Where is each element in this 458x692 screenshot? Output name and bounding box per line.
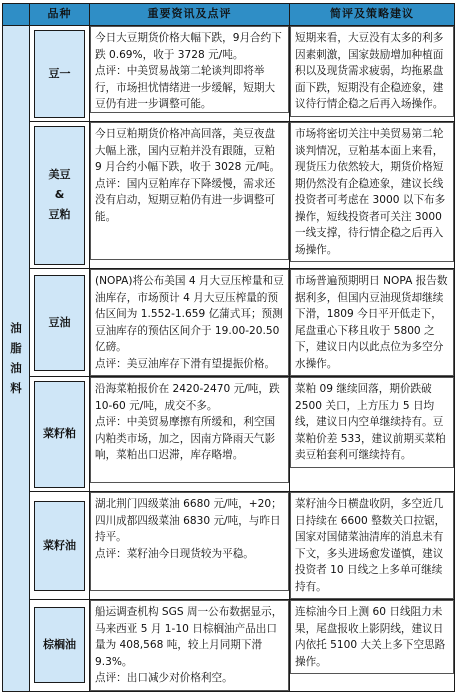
table-header [3, 4, 455, 26]
advice-box: 市场将密切关注中美贸易第二轮谈判情况，豆粕基本面上来看，现货压力依然较大，期货价格短期仍然没有企稳迹象，建议长线投资者可考虑在 3000 以下布多操作，短线投资者可关注 3000 一线支撑，待行情企稳之后再入场操作。 [290, 122, 454, 262]
table-row [3, 26, 455, 122]
info-cell [90, 269, 290, 377]
advice-box: 短期来看，大豆没有太多的利多因素刺激，国家鼓励增加种植面积以及现货需求疲弱，均拖累盘面下跌，短期没有企稳迹象，建议待行情企稳之后再入场操作。 [290, 26, 454, 117]
advice-cell [290, 26, 455, 122]
advice-cell [290, 269, 455, 377]
header-variety: 品种 [30, 4, 90, 26]
variety-label: 豆油 [34, 275, 85, 371]
variety-cell [30, 492, 90, 600]
category-cell [3, 26, 30, 692]
variety-label: 美豆 & 豆粕 [34, 126, 85, 265]
table-row [3, 269, 455, 377]
info-box [90, 26, 289, 113]
info-cell [90, 600, 290, 692]
info-box [90, 122, 289, 260]
advice-cell [290, 600, 455, 692]
table-row [3, 122, 455, 269]
info-cell [90, 492, 290, 600]
advice-cell [290, 492, 455, 600]
table-row [3, 492, 455, 600]
header-category [3, 4, 30, 26]
header-advice: 简评及策略建议 [290, 4, 455, 26]
variety-label: 豆一 [34, 30, 85, 118]
info-comment: 点评：出口减少对价格利空。 [95, 672, 233, 684]
info-news: 今日大豆期货价格大幅下跌，9月合约下跌 0.69%，收于 3728 元/吨。 [95, 32, 282, 61]
variety-cell [30, 377, 90, 492]
info-box [90, 377, 289, 483]
info-cell [90, 377, 290, 492]
table-row [3, 600, 455, 692]
variety-label: 菜籽油 [34, 501, 85, 591]
variety-cell [30, 269, 90, 377]
info-news: (NOPA)将公布美国 4 月大豆压榨量和豆油库存，市场预计 4 月大豆压榨量的预估区间为 1.552-1.659 亿蒲式耳；预测豆油库存的预估区间介于 19.00-20.50 亿磅。 [95, 275, 284, 353]
info-cell [90, 26, 290, 122]
advice-box: 菜粕 09 继续回落，期价跌破 2500 关口，上方压力 5 日均线，建议日内空单继续持有。豆菜粕价差 533，建议前期买菜粕卖豆粕套利可继续持有。 [290, 377, 454, 468]
info-news: 湖北荆门四级菜油 6680 元/吨，+20；四川成都四级菜油 6830 元/吨，与昨日持平。 [95, 498, 282, 543]
variety-cell [30, 122, 90, 269]
info-box [90, 600, 289, 691]
report-table [2, 3, 455, 692]
variety-label: 菜籽粕 [34, 381, 85, 488]
table-row [3, 377, 455, 492]
advice-box: 市场普遍预期明日 NOPA 报告数据利多，但国内豆油现货却继续下滑，1809 今日平开低走下，尾盘重心下移且收于 5800 之下，建议日内以此点位为多空分水操作。 [290, 269, 454, 376]
info-cell [90, 122, 290, 269]
variety-label: 棕榈油 [34, 607, 85, 683]
advice-cell [290, 377, 455, 492]
info-news: 沿海菜粕报价在 2420-2470 元/吨，跌 10-60 元/吨，成交不多。 [95, 383, 280, 412]
info-comment: 点评：菜籽油今日现货较为平稳。 [95, 547, 254, 560]
category-label: 油脂油料 [10, 321, 22, 396]
info-comment: 点评：中美贸易摩擦有所缓和，利空国内粕类市场，加之，因南方降雨天气影响，菜粕出口迟滞，库存略增。 [95, 416, 276, 461]
variety-cell [30, 600, 90, 692]
info-comment: 点评：国内豆粕库存下降缓慢，需求还没有启动，短期豆粕仍有进一步调整可能。 [95, 177, 276, 223]
advice-box: 菜籽油今日横盘收阴，多空近几日持续在 6600 整数关口拉锯，国家对国储菜油清库的消息未有下文，多头进场愈发谨慎，建议投资者 10 日线之上多单可继续持有。 [290, 492, 454, 599]
info-comment: 点评：中美贸易战第二轮谈判即将举行，市场担忧情绪进一步缓解，短期大豆仍有进一步调整可能。 [95, 65, 276, 110]
info-box [90, 492, 289, 591]
variety-cell [30, 26, 90, 122]
info-news: 船运调查机构 SGS 周一公布数据显示，马来西亚 5 月 1-10 日棕榈油产品出口量为 408,568 吨，较上月同期下滑 9.3%。 [95, 606, 283, 668]
header-info: 重要资讯及点评 [90, 4, 290, 26]
info-box [90, 269, 289, 376]
info-comment: 点评：美豆油库存下滑有望提振价格。 [95, 357, 276, 370]
info-news: 今日豆粕期货价格冲高回落，美豆夜盘大幅上涨，国内豆粕并没有跟随，豆粕 9 月合约小幅下跌，收于 3028 元/吨。 [95, 128, 281, 173]
advice-cell [290, 122, 455, 269]
advice-box: 连棕油今日上测 60 日线阻力未果，尾盘报收上影阴线，建议日内依托 5100 大关上多下空思路操作。 [290, 600, 454, 674]
